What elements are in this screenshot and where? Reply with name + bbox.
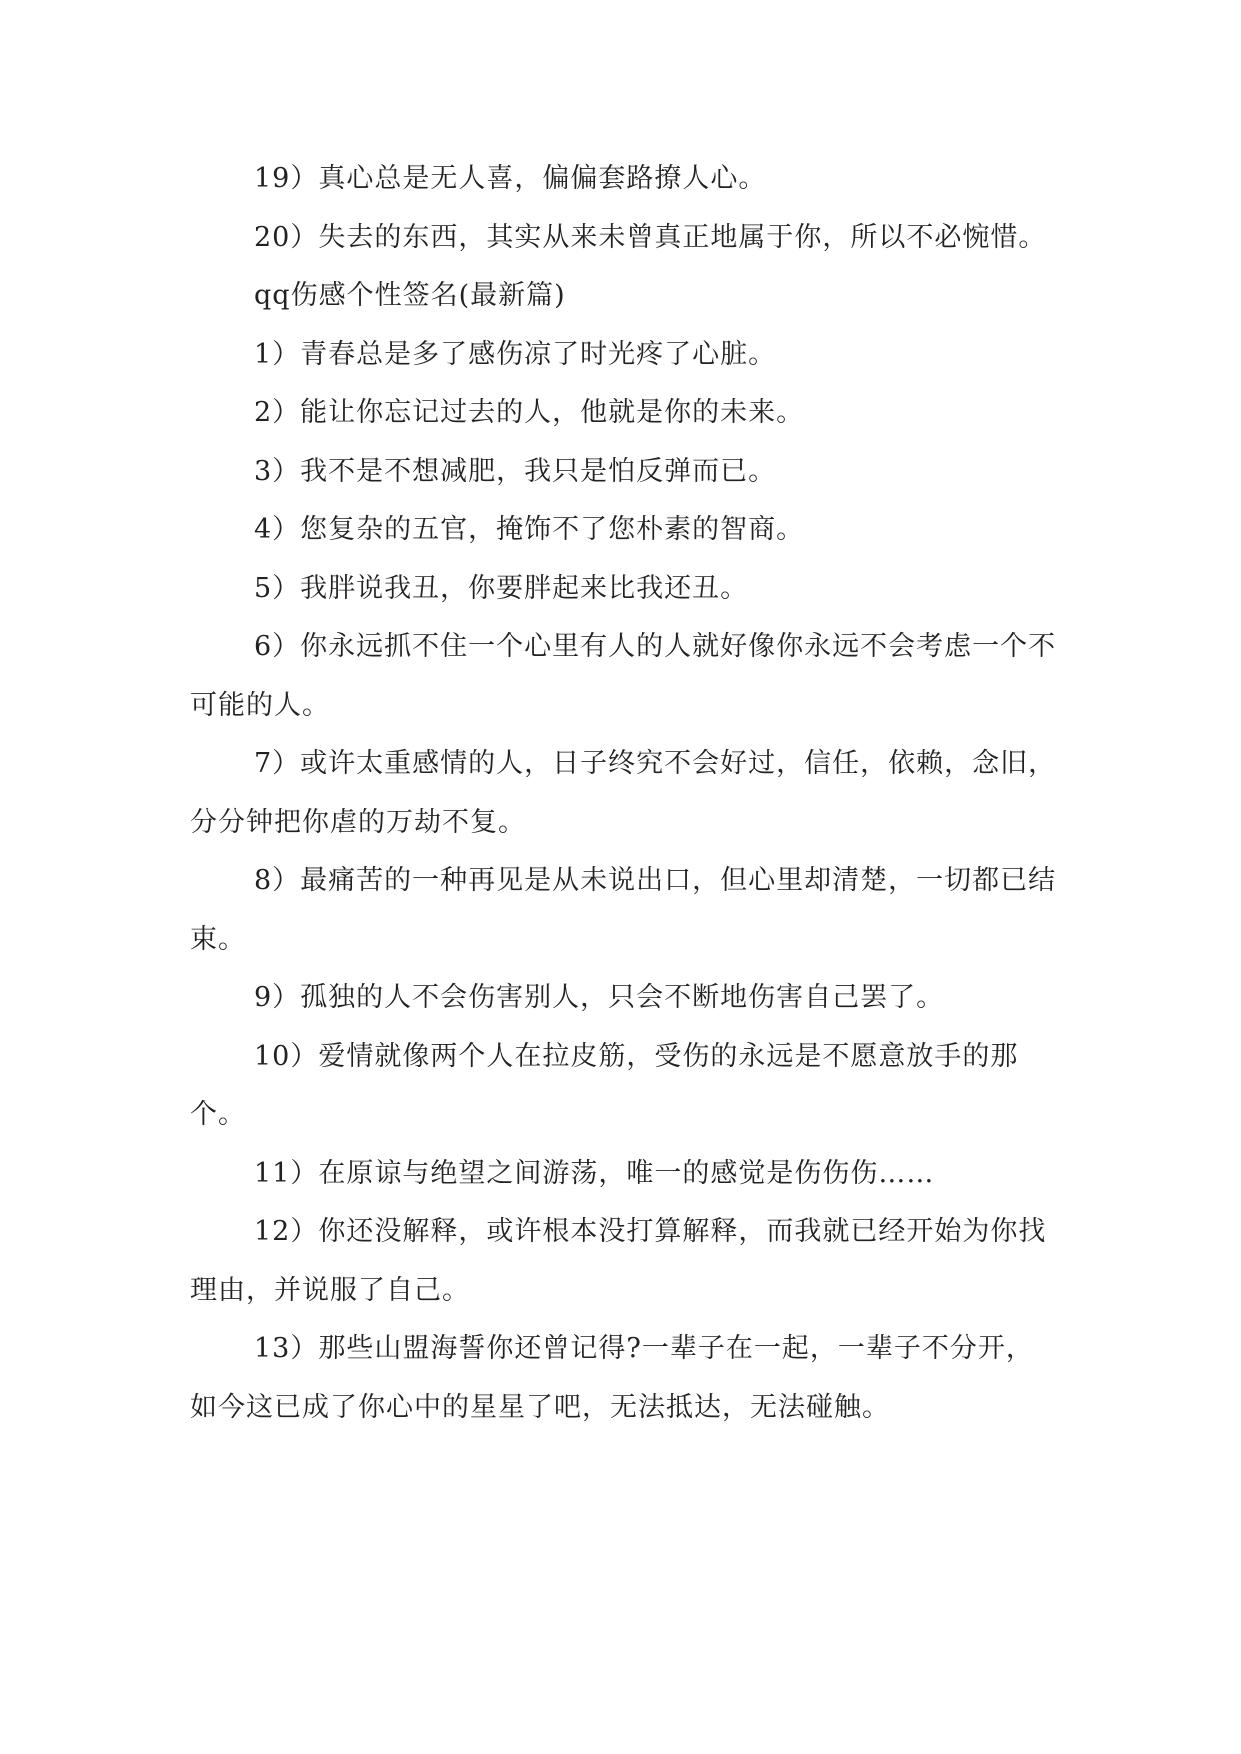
paragraph-9: 9）孤独的人不会伤害别人，只会不断地伤害自己罢了。 bbox=[254, 982, 945, 1013]
paragraph-4: 4）您复杂的五官，掩饰不了您朴素的智商。 bbox=[254, 514, 805, 545]
paragraph-7: 7）或许太重感情的人，日子终究不会好过，信任，依赖，念旧，分分钟把你虐的万劫不复。 bbox=[190, 748, 1057, 838]
paragraph-5: 5）我胖说我丑，你要胖起来比我还丑。 bbox=[254, 572, 749, 604]
paragraph-2: 2）能让你忘记过去的人，他就是你的未来。 bbox=[254, 397, 805, 428]
paragraph-13: 13）那些山盟海誓你还曾记得?一辈子在一起，一辈子不分开，如今这已成了你心中的星星了吧，无法抵达，无法碰触。 bbox=[190, 1333, 1034, 1423]
paragraph-20: 20）失去的东西，其实从来未曾真正地属于你，所以不必惋惜。 bbox=[254, 221, 1047, 253]
paragraph-11: 11）在原谅与绝望之间游荡，唯一的感觉是伤伤伤…… bbox=[254, 1157, 935, 1189]
paragraph-3: 3）我不是不想减肥，我只是怕反弹而已。 bbox=[254, 455, 777, 487]
paragraph-10: 10）爱情就像两个人在拉皮筋，受伤的永远是不愿意放手的那个。 bbox=[190, 1040, 1019, 1130]
paragraph-12: 12）你还没解释，或许根本没打算解释，而我就已经开始为你找理由，并说服了自己。 bbox=[190, 1216, 1047, 1306]
document-body bbox=[190, 150, 1060, 1437]
paragraph-6: 6）你永远抓不住一个心里有人的人就好像你永远不会考虑一个不可能的人。 bbox=[190, 631, 1057, 721]
paragraph-1: 1）青春总是多了感伤凉了时光疼了心脏。 bbox=[254, 338, 777, 370]
section-heading: qq伤感个性签名(最新篇) bbox=[254, 280, 566, 311]
paragraph-19: 19）真心总是无人喜，偏偏套路撩人心。 bbox=[254, 163, 767, 194]
paragraph-8: 8）最痛苦的一种再见是从未说出口，但心里却清楚，一切都已结束。 bbox=[190, 865, 1057, 955]
